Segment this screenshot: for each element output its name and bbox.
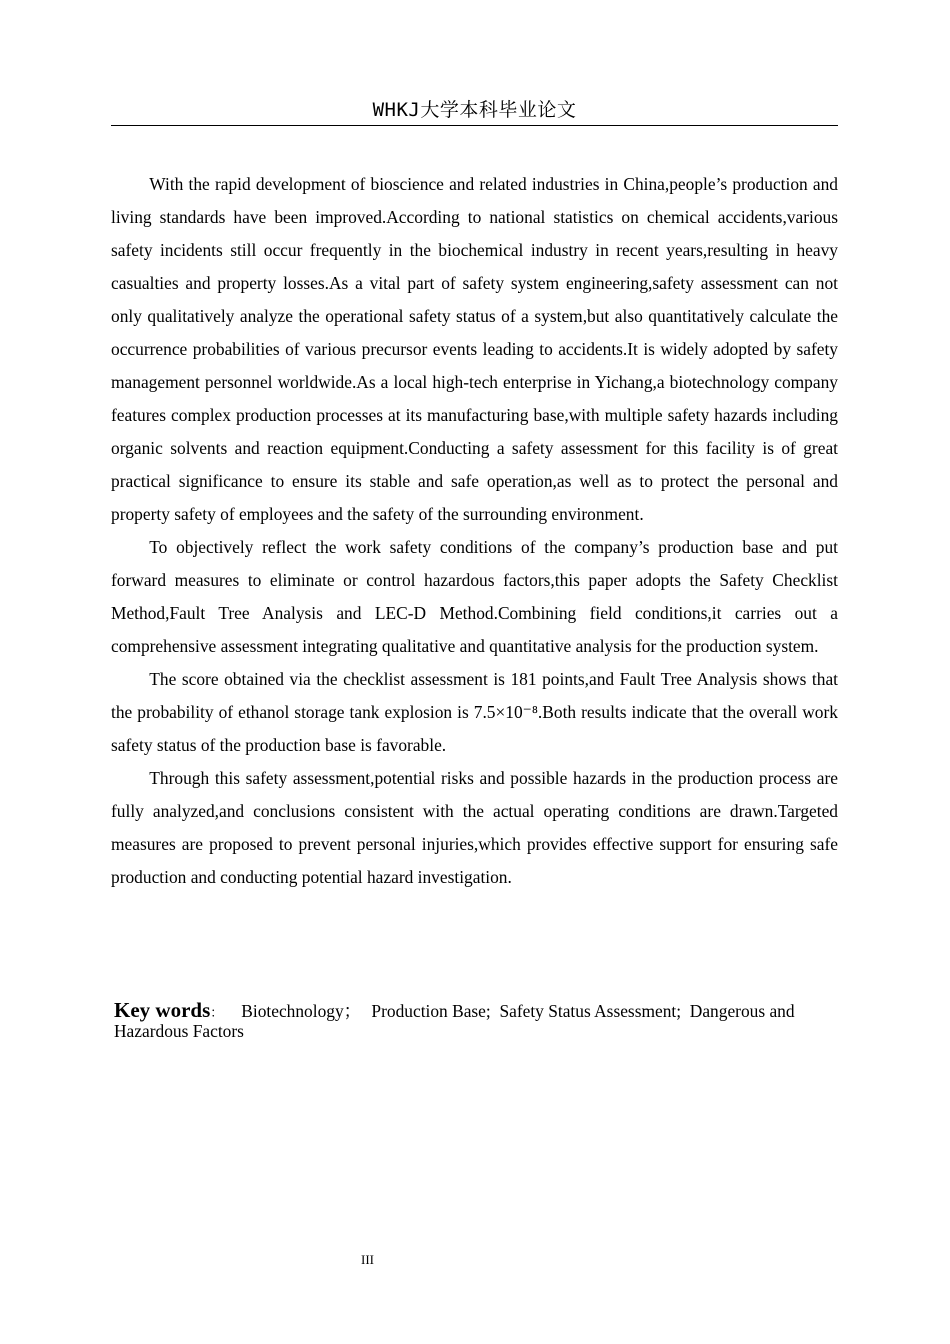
keyword-item: Production Base; [371,1001,491,1021]
header-title: WHKJ大学本科毕业论文 [372,99,577,121]
abstract-paragraph-4: Through this safety assessment,potential risks and possible hazards in the production process are fully analyzed,and conclusions consistent with the actual operating conditions are drawn.Targeted measures are proposed to prevent personal injuries,which provides effective support for ensuring safe production and conducting potential hazard investigation. [111,768,838,887]
keywords-line [114,998,838,1041]
page-number: III [361,1252,374,1267]
keyword-item: Biotechnology； [241,1001,362,1021]
keyword-item: Dangerous and Hazardous Factors [114,1001,795,1041]
keywords-separator: ： [210,1005,224,1020]
abstract-paragraph-1: With the rapid development of bioscience and related industries in China,people’s production and living standards have been improved.According to national statistics on chemical accidents,various safety incidents still occur frequently in the biochemical industry in recent years,resulting in heavy casualties and property losses.As a vital part of safety system engineering,safety assessment can not only qualitatively analyze the operational safety status of a system,but also quantitatively calculate the occurrence probabilities of various precursor events leading to accidents.It is widely adopted by safety management personnel worldwide.As a local high-tech enterprise in Yichang,a biotechnology company features complex production processes at its manufacturing base,with multiple safety hazards including organic solvents and reaction equipment.Conducting a safety assessment for this facility is of great practical significance to ensure its stable and safe operation,as well as to protect the personal and property safety of employees and the safety of the surrounding environment. [111,174,838,524]
abstract-paragraph-3: The score obtained via the checklist assessment is 181 points,and Fault Tree Analysis shows that the probability of ethanol storage tank explosion is 7.5×10⁻⁸.Both results indicate that the overall work safety status of the production base is favorable. [111,669,838,755]
keyword-item: Safety Status Assessment; [499,1001,682,1021]
keywords-label: Key words [114,998,211,1022]
abstract-paragraph-2: To objectively reflect the work safety conditions of the company’s production base and put forward measures to eliminate or control hazardous factors,this paper adopts the Safety Checklist Method,Fault Tree Analysis and LEC-D Method.Combining field conditions,it carries out a comprehensive assessment integrating qualitative and quantitative analysis for the production system. [111,537,838,656]
page-header [111,96,838,126]
abstract-body [111,168,838,894]
